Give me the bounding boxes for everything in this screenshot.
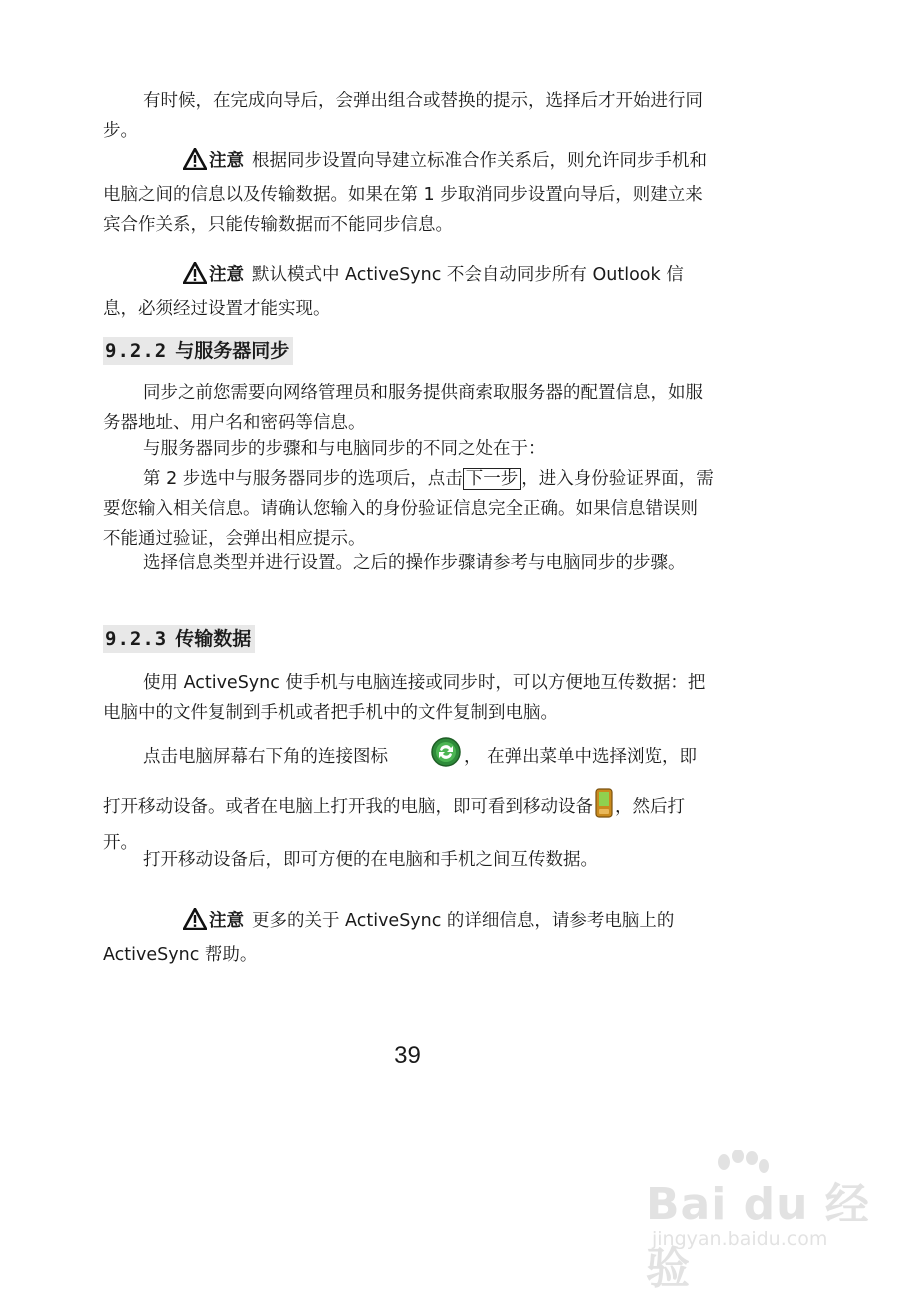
server-sync-step2: 第 2 步选中与服务器同步的选项后，点击 下一步 ，进入身份验证界面，需要您输入相关信息。请确认您输入的身份验证信息完全正确。如果信息错误则不能通过验证，会弹出相应提示。 xyxy=(103,469,714,549)
server-sync-step3: 选择信息类型并进行设置。之后的操作步骤请参考与电脑同步的步骤。 xyxy=(143,553,686,573)
warning-icon xyxy=(143,908,207,940)
section-title: 传输数据 xyxy=(175,628,252,650)
mobile-device-icon xyxy=(595,788,613,828)
section-heading-transfer-data xyxy=(103,625,255,653)
warning-icon xyxy=(143,148,207,180)
activesync-connection-icon xyxy=(390,736,462,778)
note-default-mode xyxy=(103,260,715,324)
next-step-button-ref: 下一步 xyxy=(463,468,522,490)
transfer-intro: 使用 ActiveSync 使手机与电脑连接或同步时，可以方便地互传数据：把电脑中的文件复制到手机或者把手机中的文件复制到电脑。 xyxy=(103,673,706,723)
baidu-watermark xyxy=(642,1150,872,1294)
note-label: 注意 xyxy=(209,151,244,171)
note-text: 更多的关于 ActiveSync 的详细信息，请参考电脑上的 ActiveSync 帮助。 xyxy=(103,911,675,965)
section-title: 与服务器同步 xyxy=(175,340,290,362)
transfer-step-connection-icon: 点击电脑屏幕右下角的连接图标 ， 在弹出菜单中选择浏览，即 xyxy=(103,736,715,778)
note-label: 注意 xyxy=(209,911,244,931)
server-sync-intro: 同步之前您需要向网络管理员和服务提供商索取服务器的配置信息，如服务器地址、用户名和密码等信息。 xyxy=(103,383,703,433)
note-text: 根据同步设置向导建立标准合作关系后，则允许同步手机和电脑之间的信息以及传输数据。如果在第 1 步取消同步设置向导后，则建立来宾合作关系，只能传输数据而不能同步信息。 xyxy=(103,151,707,235)
watermark-brand: Bai du 经验 xyxy=(646,1179,870,1294)
watermark-url: jingyan.baidu.com xyxy=(652,1228,828,1250)
server-sync-differences: 与服务器同步的步骤和与电脑同步的不同之处在于： xyxy=(143,439,546,459)
note-label: 注意 xyxy=(209,265,244,285)
section-number: 9.2.2 xyxy=(105,340,168,362)
note-more-info xyxy=(103,906,715,970)
section-heading-server-sync xyxy=(103,337,293,365)
intro-paragraph: 有时候，在完成向导后，会弹出组合或替换的提示，选择后才开始进行同步。 xyxy=(103,91,703,141)
note-standard-partnership xyxy=(103,146,715,240)
section-number: 9.2.3 xyxy=(105,628,168,650)
transfer-step-my-computer: 打开移动设备。或者在电脑上打开我的电脑，即可看到移动设备 ，然后打开。 xyxy=(103,788,715,858)
page-number: 39 xyxy=(394,1042,421,1069)
transfer-closing: 打开移动设备后，即可方便的在电脑和手机之间互传数据。 xyxy=(143,850,598,870)
warning-icon xyxy=(143,262,207,294)
note-text: 默认模式中 ActiveSync 不会自动同步所有 Outlook 信息，必须经过设置才能实现。 xyxy=(103,265,684,319)
